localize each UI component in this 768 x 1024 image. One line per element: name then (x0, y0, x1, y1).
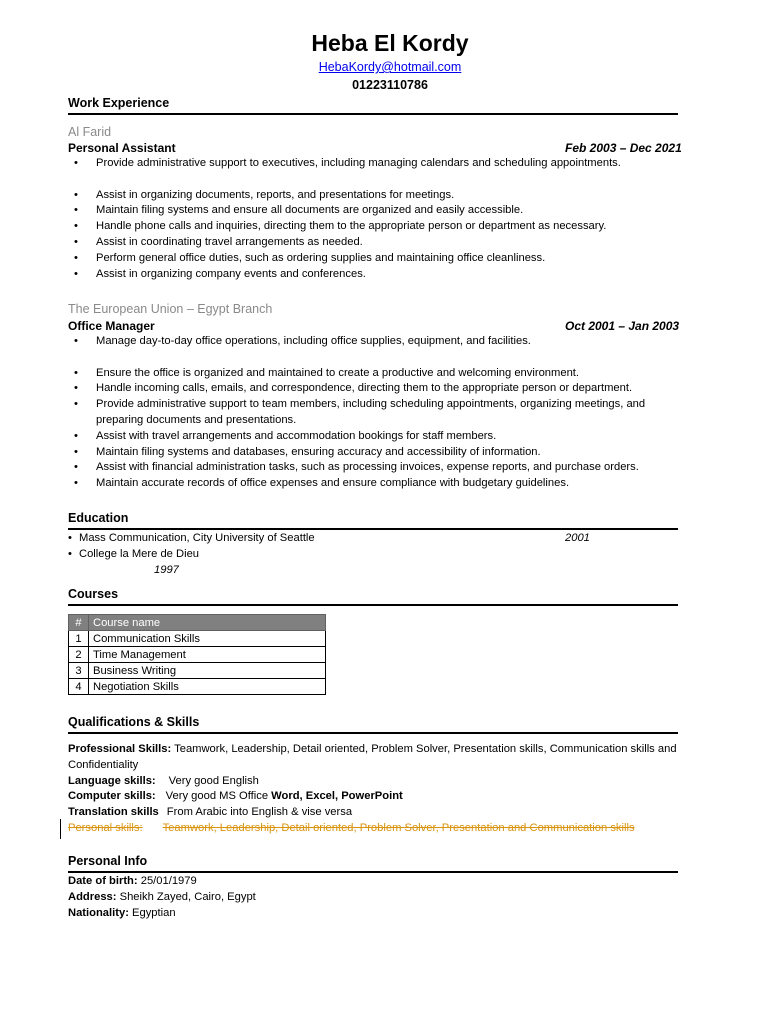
column-header-number: # (69, 615, 89, 631)
job-bullet: • Assist with financial administration tasks, such as processing invoices, expense reports, and purchase orders. (68, 460, 676, 476)
skill-line-language (68, 774, 678, 790)
education-degree: Mass Communication, City University of Seattle (79, 532, 315, 544)
job-bullet: • Assist in organizing company events and conferences. (68, 267, 676, 283)
job-bullet: • Maintain filing systems and databases, ensuring accuracy and accessibility of information. (68, 445, 676, 461)
job-bullet-list (68, 156, 676, 282)
skill-value: Very good MS Office (165, 790, 272, 803)
job-company: The European Union – Egypt Branch (68, 302, 273, 316)
course-number: 3 (69, 663, 89, 679)
text-cursor (60, 819, 61, 839)
job-bullet: • Provide administrative support to executives, including managing calendars and scheduling appointments. (68, 156, 676, 172)
skill-value-bold: Word, Excel, PowerPoint (271, 790, 403, 803)
course-name: Business Writing (89, 663, 326, 679)
job-bullet: • Perform general office duties, such as ordering supplies and maintaining office cleanliness. (68, 251, 676, 267)
skill-line-personal-deleted (68, 821, 678, 837)
skill-label: Computer skills: (68, 790, 156, 803)
job-bullet: • Ensure the office is organized and maintained to create a productive and welcoming environment. (68, 366, 676, 382)
skill-value: Teamwork, Leadership, Detail oriented, Problem Solver, Presentation skills, Communication skills and Confidentiality (68, 743, 677, 771)
education-item (68, 547, 678, 563)
info-label: Date of birth: (68, 875, 138, 887)
job-dates: Feb 2003 – Dec 2021 (565, 141, 682, 155)
info-nationality (68, 906, 678, 922)
course-name: Negotiation Skills (89, 679, 326, 695)
skill-value: From Arabic into English & vise versa (166, 806, 353, 819)
personal-info-block (68, 874, 678, 921)
courses-table (68, 614, 326, 695)
phone-number: 01223110786 (352, 78, 428, 92)
section-heading-work: Work Experience (68, 96, 678, 115)
job-bullet: • Provide administrative support to team members, including scheduling appointments, organizing meetings, and preparing documents and presentations. (68, 397, 676, 429)
education-year: 2001 (565, 532, 590, 544)
job-bullet-list (68, 334, 676, 492)
job-bullet: • Handle incoming calls, emails, and correspondence, directing them to the appropriate person or department. (68, 381, 676, 397)
table-row (69, 647, 326, 663)
course-number: 4 (69, 679, 89, 695)
education-year: 1997 (154, 563, 179, 576)
job-dates: Oct 2001 – Jan 2003 (565, 319, 680, 333)
job-bullet: • Maintain accurate records of office expenses and ensure compliance with budgetary guidelines. (68, 476, 676, 492)
job-company: Al Farid (68, 125, 112, 139)
info-value: Egyptian (128, 906, 176, 919)
course-name: Communication Skills (89, 631, 326, 647)
table-row (69, 663, 326, 679)
job-bullet: • Maintain filing systems and ensure all documents are organized and easily accessible. (68, 203, 676, 219)
education-list (68, 531, 678, 578)
job-bullet: • Assist with travel arrangements and accommodation bookings for staff members. (68, 429, 676, 445)
job-role: Personal Assistant (68, 141, 176, 155)
education-degree: College la Mere de Dieu (79, 547, 200, 560)
email-link[interactable]: HebaKordy@hotmail.com (318, 60, 462, 74)
section-heading-personal: Personal Info (68, 854, 678, 873)
info-address (68, 890, 678, 906)
section-heading-courses: Courses (68, 587, 678, 606)
column-header-course: Course name (89, 615, 326, 631)
skill-label: Professional Skills: (68, 743, 172, 755)
skills-block (68, 742, 678, 837)
section-heading-skills: Qualifications & Skills (68, 715, 678, 734)
info-label: Nationality: (68, 906, 129, 919)
course-name: Time Management (89, 647, 326, 663)
job-bullet: • Handle phone calls and inquiries, directing them to the appropriate person or department as necessary. (68, 219, 676, 235)
skill-value: Very good English (168, 774, 259, 787)
job-bullet: • Manage day-to-day office operations, including office supplies, equipment, and facilities. (68, 334, 676, 350)
info-dob (68, 874, 678, 890)
skill-line-professional (68, 742, 678, 774)
info-value: 25/01/1979 (137, 875, 197, 887)
candidate-name: Heba El Kordy (311, 30, 469, 56)
course-number: 2 (69, 647, 89, 663)
info-label: Address: (68, 890, 117, 903)
skill-label: Translation skills (68, 806, 159, 819)
job-bullet: • Assist in coordinating travel arrangements as needed. (68, 235, 676, 251)
skill-label: Language skills: (68, 774, 156, 787)
table-row (69, 631, 326, 647)
info-value: Sheikh Zayed, Cairo, Egypt (116, 890, 256, 903)
skill-line-translation (68, 805, 678, 821)
table-row (69, 679, 326, 695)
skill-label: Personal skills: (68, 821, 143, 834)
job-role: Office Manager (68, 319, 155, 333)
table-header-row (69, 615, 326, 631)
course-number: 1 (69, 631, 89, 647)
education-item (68, 531, 678, 547)
section-heading-education: Education (68, 511, 678, 530)
skill-line-computer (68, 789, 678, 805)
job-bullet: • Assist in organizing documents, reports, and presentations for meetings. (68, 188, 676, 204)
skill-value: Teamwork, Leadership, Detail oriented, Problem Solver, Presentation and Communication skills (162, 821, 635, 834)
